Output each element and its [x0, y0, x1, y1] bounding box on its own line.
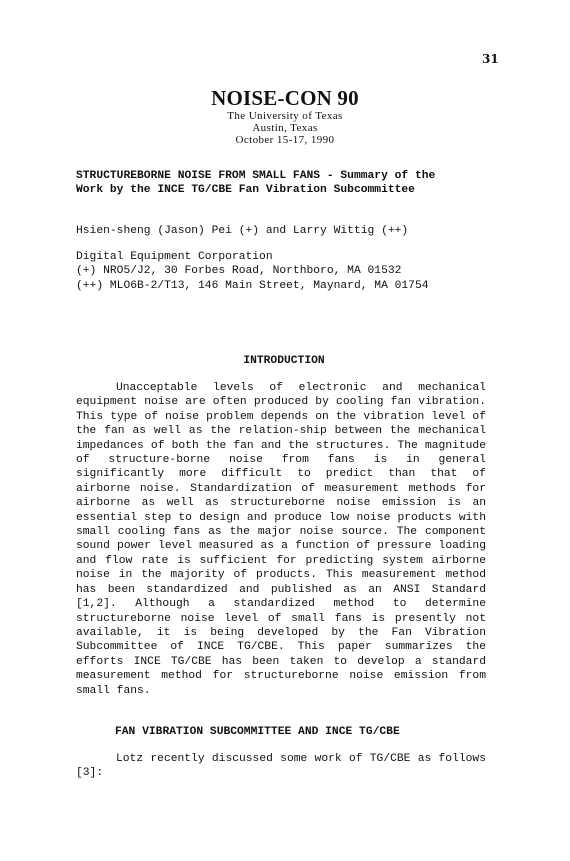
conference-header: [0, 86, 570, 146]
conference-name: NOISE-CON 90: [211, 86, 359, 110]
paper-title-line-1: STRUCTUREBORNE NOISE FROM SMALL FANS - Summary of the: [76, 170, 436, 182]
affiliation: [76, 250, 429, 293]
conference-venue: The University of Texas: [227, 110, 343, 122]
conference-location: Austin, Texas: [252, 122, 318, 134]
introduction-paragraph: Unacceptable levels of electronic and mechanical equipment noise are often produced by cooling fan vibration. This type of noise problem depends on the vibration level of the fan as well as the relation-ship between the mechanical impedances of both the fan and the structures. The magnitude of structure-borne noise from fans is in general significantly more difficult to predict than that of airborne noise. Standardization of measurement methods for airborne as well as structureborne noise emission is an essential step to design and produce low noise products with small cooling fans as the major noise source. The component sound power level measured as a function of pressure loading and flow rate is sufficient for predicting system airborne noise in the majority of products. This measurement method has been standardized and published as an ANSI Standard [1,2]. Although a standardized method to determine structureborne noise level of small fans is presently not available, it is being developed by the Fan Vibration Subcommittee of INCE TG/CBE. This paper summarizes the efforts INCE TG/CBE has been taken to develop a standard measurement method for structureborne noise emission from small fans.: [76, 382, 486, 697]
conference-dates: October 15-17, 1990: [235, 134, 335, 146]
affiliation-organization: Digital Equipment Corporation: [76, 251, 273, 263]
fan-vibration-heading: FAN VIBRATION SUBCOMMITTEE AND INCE TG/CBE: [115, 726, 400, 738]
paper-title: [76, 169, 435, 198]
affiliation-address-2: (++) MLO6B-2/T13, 146 Main Street, Maynard, MA 01754: [76, 279, 429, 292]
fan-vibration-paragraph: Lotz recently discussed some work of TG/CBE as follows [3]:: [76, 753, 486, 780]
authors: Hsien-sheng (Jason) Pei (+) and Larry Wittig (++): [76, 225, 409, 237]
paper-title-line-2: Work by the INCE TG/CBE Fan Vibration Subcommittee: [76, 184, 415, 197]
page-number: 31: [482, 52, 499, 66]
affiliation-address-1: (+) NRO5/J2, 30 Forbes Road, Northboro, MA 01532: [76, 265, 402, 278]
introduction-heading: INTRODUCTION: [243, 355, 325, 367]
